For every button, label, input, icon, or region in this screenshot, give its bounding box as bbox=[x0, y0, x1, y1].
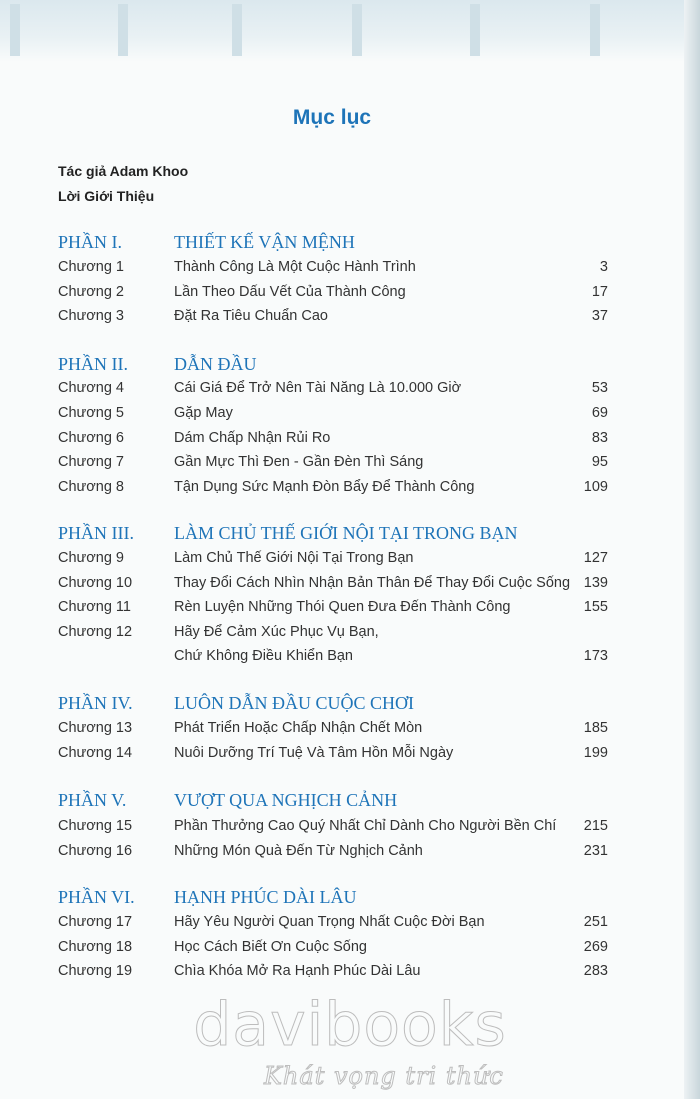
chapter-title: Phát Triển Hoặc Chấp Nhận Chết Mòn bbox=[174, 720, 423, 736]
chapter-title: Lần Theo Dấu Vết Của Thành Công bbox=[174, 284, 406, 300]
chapter-number: Chương 7 bbox=[58, 454, 124, 470]
toc-row bbox=[58, 405, 608, 427]
page-number: 83 bbox=[591, 430, 608, 446]
page-number: 109 bbox=[583, 479, 608, 495]
chapter-number: Chương 9 bbox=[58, 550, 124, 566]
part-title: HẠNH PHÚC DÀI LÂU bbox=[174, 887, 357, 907]
decorative-bar bbox=[590, 4, 600, 56]
toc-row bbox=[58, 380, 608, 402]
toc-row bbox=[58, 259, 608, 281]
toc-row-continued bbox=[58, 648, 608, 670]
front-matter-author: Tác giả Adam Khoo bbox=[58, 163, 189, 179]
front-matter-introduction: Lời Giới Thiệu bbox=[58, 188, 155, 204]
toc-row bbox=[58, 720, 608, 742]
page-right-edge bbox=[684, 0, 700, 1099]
part-heading bbox=[58, 887, 618, 911]
toc-row bbox=[58, 550, 608, 572]
chapter-title: Tận Dụng Sức Mạnh Đòn Bẩy Để Thành Công bbox=[174, 479, 475, 495]
toc-row bbox=[58, 575, 608, 597]
part-number: PHẦN III. bbox=[58, 523, 134, 543]
chapter-title: Phần Thưởng Cao Quý Nhất Chỉ Dành Cho Người Bền Chí bbox=[174, 818, 557, 834]
toc-row bbox=[58, 599, 608, 621]
chapter-number: Chương 16 bbox=[58, 843, 133, 859]
toc-row bbox=[58, 963, 608, 985]
page-number: 231 bbox=[583, 843, 608, 859]
decorative-bar bbox=[352, 4, 362, 56]
toc-row bbox=[58, 914, 608, 936]
page-number: 139 bbox=[583, 575, 608, 591]
toc-row bbox=[58, 843, 608, 865]
toc-row bbox=[58, 624, 608, 646]
decorative-bar bbox=[470, 4, 480, 56]
chapter-title: Hãy Để Cảm Xúc Phục Vụ Bạn, bbox=[174, 624, 379, 640]
chapter-number: Chương 13 bbox=[58, 720, 133, 736]
chapter-number: Chương 5 bbox=[58, 405, 124, 421]
page-number: 95 bbox=[591, 454, 608, 470]
chapter-title: Đặt Ra Tiêu Chuẩn Cao bbox=[174, 308, 328, 324]
page-number: 37 bbox=[591, 308, 608, 324]
page-number: 173 bbox=[583, 648, 608, 664]
chapter-title: Rèn Luyện Những Thói Quen Đưa Đến Thành Công bbox=[174, 599, 511, 615]
page-number: 283 bbox=[583, 963, 608, 979]
page-number: 269 bbox=[583, 939, 608, 955]
part-number: PHẦN I. bbox=[58, 232, 123, 252]
chapter-number: Chương 11 bbox=[58, 599, 131, 615]
page-number: 3 bbox=[599, 259, 608, 275]
chapter-number: Chương 3 bbox=[58, 308, 124, 324]
part-number: PHẦN II. bbox=[58, 354, 128, 374]
page-number: 127 bbox=[583, 550, 608, 566]
chapter-title: Chìa Khóa Mở Ra Hạnh Phúc Dài Lâu bbox=[174, 963, 421, 979]
part-heading bbox=[58, 523, 618, 547]
chapter-number: Chương 6 bbox=[58, 430, 124, 446]
chapter-title: Cái Giá Để Trở Nên Tài Năng Là 10.000 Giờ bbox=[174, 380, 462, 396]
chapter-title: Gần Mực Thì Đen - Gần Đèn Thì Sáng bbox=[174, 454, 424, 470]
chapter-title: Học Cách Biết Ơn Cuộc Sống bbox=[174, 939, 367, 955]
part-heading bbox=[58, 354, 618, 378]
part-heading bbox=[58, 693, 618, 717]
page-number: 251 bbox=[583, 914, 608, 930]
chapter-title: Dám Chấp Nhận Rủi Ro bbox=[174, 430, 331, 446]
chapter-number: Chương 18 bbox=[58, 939, 133, 955]
part-number: PHẦN IV. bbox=[58, 693, 133, 713]
watermark-tagline: Khát vọng tri thức bbox=[264, 1062, 504, 1090]
chapter-title: Những Món Quà Đến Từ Nghịch Cảnh bbox=[174, 843, 423, 859]
page-number: 69 bbox=[591, 405, 608, 421]
chapter-number: Chương 19 bbox=[58, 963, 133, 979]
chapter-number: Chương 1 bbox=[58, 259, 124, 275]
toc-row bbox=[58, 430, 608, 452]
chapter-number: Chương 4 bbox=[58, 380, 124, 396]
page-number: 185 bbox=[583, 720, 608, 736]
chapter-number: Chương 15 bbox=[58, 818, 133, 834]
part-title: DẪN ĐẦU bbox=[174, 354, 257, 374]
part-heading bbox=[58, 232, 618, 256]
chapter-number: Chương 12 bbox=[58, 624, 133, 640]
part-heading bbox=[58, 790, 618, 814]
part-title: LUÔN DẪN ĐẦU CUỘC CHƠI bbox=[174, 693, 414, 713]
decorative-bar bbox=[232, 4, 242, 56]
chapter-title: Gặp May bbox=[174, 405, 233, 421]
chapter-number: Chương 8 bbox=[58, 479, 124, 495]
decorative-bar bbox=[118, 4, 128, 56]
chapter-title: Hãy Yêu Người Quan Trọng Nhất Cuộc Đời Bạn bbox=[174, 914, 485, 930]
chapter-number: Chương 2 bbox=[58, 284, 124, 300]
toc-row bbox=[58, 479, 608, 501]
decorative-bar bbox=[10, 4, 20, 56]
part-title: THIẾT KẾ VẬN MỆNH bbox=[174, 232, 355, 252]
watermark-logo: davibooks bbox=[193, 990, 507, 1060]
page-number: 215 bbox=[583, 818, 608, 834]
chapter-title-continued: Chứ Không Điều Khiển Bạn bbox=[174, 648, 353, 664]
part-number: PHẦN VI. bbox=[58, 887, 135, 907]
chapter-title: Thành Công Là Một Cuộc Hành Trình bbox=[174, 259, 416, 275]
page-top-edge bbox=[0, 0, 700, 62]
toc-row bbox=[58, 745, 608, 767]
page-number: 155 bbox=[583, 599, 608, 615]
toc-row bbox=[58, 308, 608, 330]
page-title: Mục lục bbox=[292, 106, 372, 129]
chapter-number: Chương 14 bbox=[58, 745, 133, 761]
toc-row bbox=[58, 284, 608, 306]
toc-row bbox=[58, 818, 608, 840]
toc-row bbox=[58, 939, 608, 961]
part-title: VƯỢT QUA NGHỊCH CẢNH bbox=[174, 790, 398, 810]
page-number: 17 bbox=[591, 284, 608, 300]
part-title: LÀM CHỦ THẾ GIỚI NỘI TẠI TRONG BẠN bbox=[174, 523, 518, 543]
chapter-title: Thay Đổi Cách Nhìn Nhận Bản Thân Để Thay Đổi Cuộc Sống bbox=[174, 575, 571, 591]
part-number: PHẦN V. bbox=[58, 790, 127, 810]
chapter-title: Nuôi Dưỡng Trí Tuệ Và Tâm Hồn Mỗi Ngày bbox=[174, 745, 454, 761]
chapter-title: Làm Chủ Thế Giới Nội Tại Trong Bạn bbox=[174, 550, 414, 566]
chapter-number: Chương 10 bbox=[58, 575, 133, 591]
page-number: 199 bbox=[583, 745, 608, 761]
toc-row bbox=[58, 454, 608, 476]
chapter-number: Chương 17 bbox=[58, 914, 133, 930]
page-number: 53 bbox=[591, 380, 608, 396]
